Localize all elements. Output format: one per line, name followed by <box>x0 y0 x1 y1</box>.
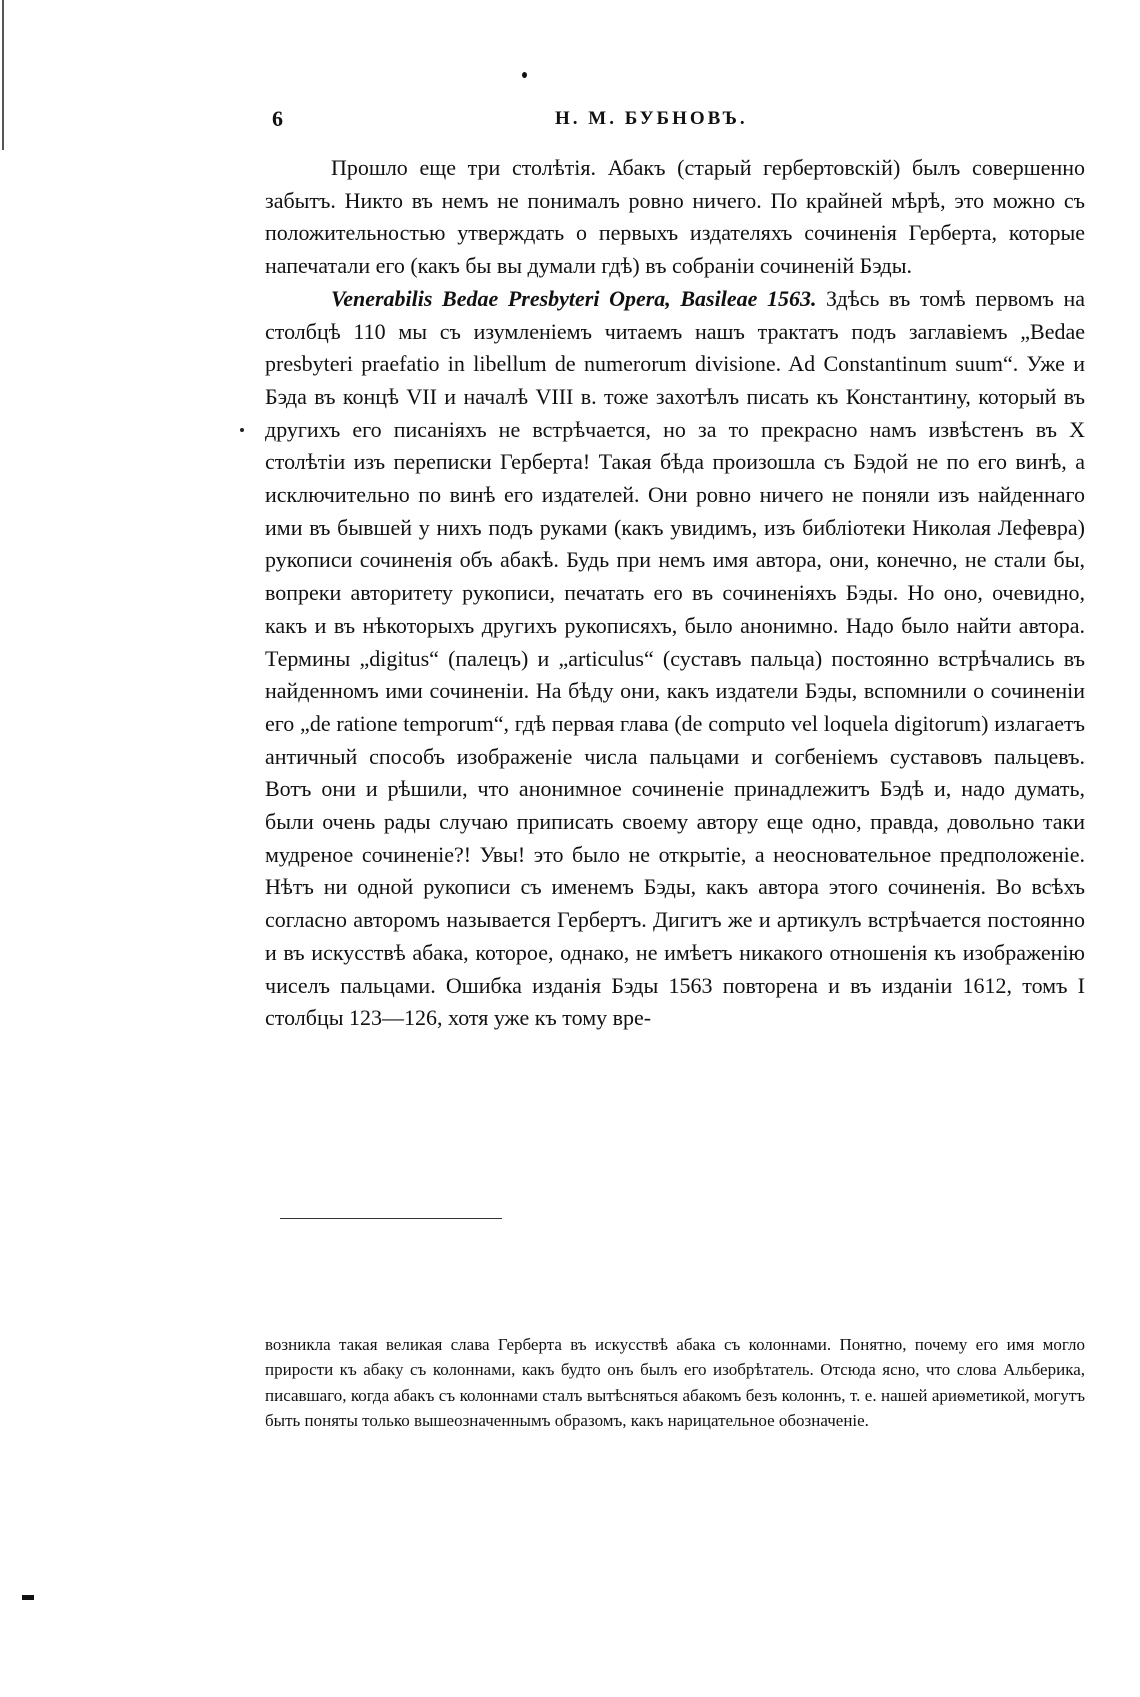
paragraph-1: Прошло еще три столѣтія. Абакъ (старый гербертовскій) былъ совершенно забытъ. Никто въ немъ не понималъ ровно ничего. По крайней мѣрѣ, это можно съ положительностью утверждать о первыхъ издателяхъ сочиненія Герберта, которые напечатали его (какъ бы вы думали гдѣ) въ собраніи сочиненій Бэды. <box>265 155 1085 279</box>
margin-mark <box>22 1595 34 1600</box>
running-head: Н. М. БУБНОВЪ. <box>555 108 748 129</box>
ink-speck <box>522 72 527 78</box>
footnote-divider <box>280 1218 502 1219</box>
scan-edge-line <box>2 0 4 150</box>
book-title: Venerabilis Bedae Presbyteri Opera, Basileae 1563. <box>331 285 817 311</box>
paragraph-2-text: Здѣсь въ томѣ первомъ на столбцѣ 110 мы съ изумленіемъ читаемъ нашъ трактатъ подъ заглавіемъ „Bedae presbyteri praefatio in libellum de numerorum divisione. Ad Constantinum suum“. Уже и Бэда въ концѣ VII и началѣ VIII в. тоже захотѣлъ писать къ Константину, который въ другихъ его писаніяхъ не встрѣчается, но за то прекрасно намъ извѣстенъ въ X столѣтіи изъ переписки Герберта! Такая бѣда произошла съ Бэдой не по его винѣ, а исключительно по винѣ его издателей. Они ровно ничего не поняли изъ найденнаго ими въ бывшей у нихъ подъ руками (какъ увидимъ, изъ библіотеки Николая Лефевра) рукописи сочиненія объ абакѣ. Будь при немъ имя автора, они, конечно, не стали бы, вопреки авторитету рукописи, печатать его въ сочиненіяхъ Бэды. Но оно, очевидно, какъ и въ нѣкоторыхъ другихъ рукописяхъ, было анонимно. Надо было найти автора. Термины „digitus“ (палецъ) и „articulus“ (суставъ пальца) постоянно встрѣчались въ найденномъ ими сочиненіи. На бѣду они, какъ издатели Бэды, вспомнили о сочиненіи его „de ratione temporum“, гдѣ первая глава (de computo vel loquela digitorum) излагаетъ античный способъ изображеніе числа пальцами и согбеніемъ суставовъ пальцевъ. Вотъ они и рѣшили, что анонимное сочиненіе принадлежитъ Бэдѣ и, надо думать, были очень рады случаю приписать своему автору еще одно, правда, довольно таки мудреное сочиненіе?! Увы! это было не открытіе, а неосновательное предположеніе. Нѣтъ ни одной рукописи съ именемъ Бэды, какъ автора этого сочиненія. Во всѣхъ согласно авторомъ называется Гербертъ. Дигитъ же и артикулъ встрѣчается постоянно и въ искусствѣ абака, которое, однако, не имѣетъ никакого отношенія къ изображенію чиселъ пальцами. Ошибка изданія Бэды 1563 повторена и въ изданіи 1612, томъ I столбцы 123—126, хотя уже къ тому вре- <box>265 285 1085 1031</box>
margin-speck <box>240 428 244 432</box>
footnote <box>265 1332 1085 1434</box>
footnote-text: возникла такая великая слава Герберта въ искусствѣ абака съ колоннами. Понятно, почему его имя могло прирости къ абаку съ колоннами, какъ будто онъ былъ его изобрѣтатель. Отсюда ясно, что слова Альберика, писавшаго, когда абакъ съ колоннами сталъ вытѣсняться абакомъ безъ колоннъ, т. е. нашей ариѳметикой, могутъ быть поняты только вышеозначеннымъ образомъ, какъ нарицательное обозначеніе. <box>265 1335 1085 1431</box>
page-number: 6 <box>272 106 283 131</box>
paragraph-2 <box>265 283 1085 1035</box>
main-text <box>265 152 1085 1035</box>
